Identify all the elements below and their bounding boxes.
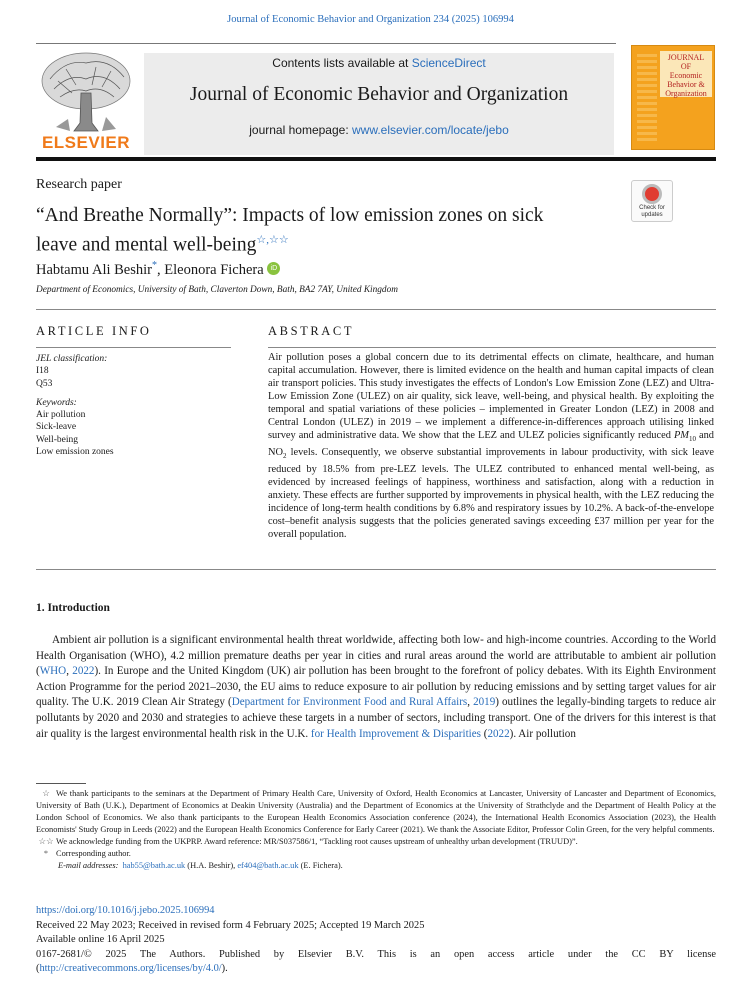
pm-symbol: PM <box>673 430 689 441</box>
license-link[interactable]: http://creativecommons.org/licenses/by/4.0/ <box>39 963 222 975</box>
paper-type: Research paper <box>36 177 122 192</box>
cover-line: JOURNAL OF <box>667 53 705 71</box>
article-info-heading: ARTICLE INFO <box>36 324 152 338</box>
citation-link-defra[interactable]: Department for Environment Food and Rural Affairs <box>231 696 468 709</box>
available-online: Available online 16 April 2025 <box>36 934 165 946</box>
citation-year-link[interactable]: 2019 <box>473 696 496 709</box>
journal-cover-thumbnail[interactable] <box>631 45 715 150</box>
section-heading-introduction: 1. Introduction <box>36 602 110 614</box>
header-divider <box>36 157 716 161</box>
check-for-updates-button[interactable] <box>631 180 673 222</box>
masthead <box>36 43 716 155</box>
citation-link-ohid[interactable]: for Health Improvement & Disparities <box>310 727 481 740</box>
email-label: E-mail addresses: <box>58 861 119 870</box>
abstract-and: and <box>695 430 714 441</box>
title-line-1: “And Breathe Normally”: Impacts of low emission zones on sick <box>36 205 544 226</box>
homepage-prefix: journal homepage: <box>249 123 352 137</box>
publication-info <box>36 904 716 977</box>
article-title <box>36 204 616 258</box>
abstract-rule <box>268 347 716 348</box>
abstract-heading: ABSTRACT <box>268 324 355 338</box>
title-footnote-marks[interactable]: ☆,☆☆ <box>256 234 289 246</box>
footnote-rule <box>36 783 86 784</box>
title-line-2: leave and mental well-being <box>36 234 257 256</box>
cover-title <box>660 51 712 97</box>
abstract-text <box>268 351 714 541</box>
article-info <box>36 353 231 458</box>
info-top-rule <box>36 309 716 310</box>
keyword: Sick-leave <box>36 422 77 433</box>
citation-sep: , <box>66 665 73 678</box>
corresponding-author-mark[interactable]: * <box>152 260 157 271</box>
footnote-mark: * <box>43 849 49 858</box>
footnote-mark: ☆ <box>42 789 50 798</box>
footnote-corresponding <box>36 848 716 860</box>
email-link[interactable]: ef404@bath.ac.uk <box>237 861 299 870</box>
footnote-mark: ☆☆ <box>38 837 54 846</box>
jel-label: JEL classification: <box>36 354 108 364</box>
email-owner: (E. Fichera). <box>298 861 343 870</box>
cover-line: Economic <box>669 71 703 80</box>
pm-subscript: 10 <box>688 435 696 444</box>
footnote-text: Corresponding author. <box>56 849 131 858</box>
sciencedirect-link[interactable]: ScienceDirect <box>411 56 486 70</box>
citation-sep: , <box>467 696 474 709</box>
article-info-rule <box>36 347 231 348</box>
footnotes <box>36 788 716 872</box>
email-owner: (H.A. Beshir), <box>185 861 238 870</box>
footnote-funding <box>36 836 716 848</box>
journal-banner <box>144 53 614 155</box>
no2-symbol: NO <box>268 447 284 459</box>
contents-prefix: Contents lists available at <box>272 56 412 70</box>
jel-code: Q53 <box>36 378 53 389</box>
elsevier-logo[interactable] <box>36 49 136 153</box>
email-link[interactable]: hab55@bath.ac.uk <box>122 861 186 870</box>
email-addresses <box>36 860 716 872</box>
keyword: Air pollution <box>36 410 86 421</box>
intro-text: Ambient air pollution is a significant environmental health threat worldwide, affecting both low- and high-income countries. According to the World Health Organisation (WHO), 4.2 million premature deaths per year in cities and rural areas around the world are attributable to ambient air pollution ( <box>36 634 716 678</box>
citation-year-link[interactable]: 2022 <box>487 727 510 740</box>
intro-text: ). Air pollution <box>509 727 576 740</box>
elsevier-tree-icon <box>36 49 136 133</box>
no2-subscript: 2 <box>283 452 287 461</box>
intro-text: ). In Europe and the United Kingdom (UK) air pollution has been brought to the forefront of policy debates. With its Eighth Environment Action Programme for the period 2021–2030, the EU aims to reduce exposure to air pollution by reducing emissions and by setting target values for air quality. The U.K. 2019 Clean Air Strategy ( <box>36 665 716 709</box>
abstract-part-1: Air pollution poses a global concern due to its detrimental effects on climate, healthcare, and human capital accumulation. However, there is limited evidence on the health and human capital impacts of clean air transport policies. This study investigates the effects of London's Low Emission Zone (LEZ) and Ultra-Low Emission Zone (ULEZ) on air quality, sick leave, well-being, and physical health. By exploiting the temporal and spatial variations of these policies – implemented in Greater London (LEZ) in 2008 and Central London (ULEZ) in 2019 – we implement a difference-in-differences approach utilising linked survey and administrative data. We show that the LEZ and ULEZ policies significantly reduced <box>268 352 714 441</box>
cover-stripe <box>637 54 657 144</box>
doi-link[interactable]: https://doi.org/10.1016/j.jebo.2025.106994 <box>36 905 215 916</box>
received-dates: Received 22 May 2023; Received in revised form 4 February 2025; Accepted 19 March 2025 <box>36 919 425 931</box>
author-name[interactable]: Habtamu Ali Beshir <box>36 261 152 278</box>
license-link-line <box>36 962 716 977</box>
crossmark-icon <box>642 184 662 204</box>
keyword: Low emission zones <box>36 447 114 458</box>
cover-line: Behavior & <box>667 80 705 89</box>
keyword: Well-being <box>36 434 78 445</box>
author-name[interactable]: Eleonora Fichera <box>164 261 264 278</box>
license-statement: 0167-2681/© 2025 The Authors. Published by Elsevier B.V. This is an open access article under the CC BY license <box>36 948 716 960</box>
journal-citation[interactable]: Journal of Economic Behavior and Organization 234 (2025) 106994 <box>227 14 514 25</box>
cover-line: Organization <box>665 89 707 98</box>
orcid-icon[interactable]: iD <box>267 262 280 275</box>
abstract-part-2: levels. Consequently, we observe substantial improvements in labour productivity, with sick leave reduced by 18.5% from pre-LEZ levels. The ULEZ contributed to enhanced mental well-being, as evidenced by increased feelings of happiness, worthiness and satisfaction, along with a reduction in anxiety. These effects are further supported by improvements in physical health, with the LEZ reducing the incidence of long-term health conditions by 6.8% and respiratory issues by 10.2%. A back-of-the-envelope cost–benefit analysis suggests that the policies generated savings exceeding £37 million per year for the overall population. <box>268 447 714 541</box>
journal-name[interactable]: Journal of Economic Behavior and Organization <box>189 84 569 105</box>
elsevier-wordmark: ELSEVIER <box>41 133 131 152</box>
masthead-rule <box>36 43 616 44</box>
abstract-bottom-rule <box>36 569 716 570</box>
footnote-acknowledgements <box>36 788 716 836</box>
footnote-text: We thank participants to the seminars at the Department of Primary Health Care, University of Oxford, Health Economics at Lancaster, University of Lancaster and Department of Economics, University of Bath (U.K.), Department of Economics at Deakin University (Australia) and the Department of Economics at the University of Strathclyde and the Department of Health Policy at the London School of Economics. We also thank participants to the European Health Economics Association conference (2024), the International Health Economics Association (2023), the Health Economists' Study Group in Leeds (2022) and the European Health Economics Conference for Early Career (2021). We thank the Associate Editor, Professor Colin Green, for the very helpful comments. <box>36 789 716 834</box>
jel-code: I18 <box>36 366 49 377</box>
affiliation: Department of Economics, University of Bath, Claverton Down, Bath, BA2 7AY, United Kingdom <box>36 285 398 295</box>
author-list <box>36 260 280 279</box>
crossmark-line1: Check for <box>639 205 665 211</box>
citation-link-who[interactable]: WHO <box>39 665 67 678</box>
intro-text: ) outlines the legally-binding targets to reduce air pollutants by 2020 and 2030 and strategies to achieve these targets in a number of sectors, including transport. One of the drivers for this interest is that air quality is the largest environmental health risk in the U.K. <box>36 696 716 740</box>
citation-year-link[interactable]: 2022 <box>72 665 95 678</box>
introduction-paragraph <box>36 633 716 742</box>
intro-text: ( <box>480 727 488 740</box>
contents-line <box>144 56 614 70</box>
homepage-link[interactable]: www.elsevier.com/locate/jebo <box>352 123 509 137</box>
keywords-label: Keywords: <box>36 397 77 408</box>
author-separator: , <box>157 261 165 278</box>
homepage-line <box>144 123 614 137</box>
crossmark-line2: updates <box>641 212 663 218</box>
license-paren: ( <box>36 963 40 975</box>
footnote-text: We acknowledge funding from the UKPRP. Award reference: MR/S037586/1, “Tackling root causes upstream of unhealthy urban development (TRUUD)”. <box>56 837 578 846</box>
license-paren: ). <box>221 963 228 975</box>
